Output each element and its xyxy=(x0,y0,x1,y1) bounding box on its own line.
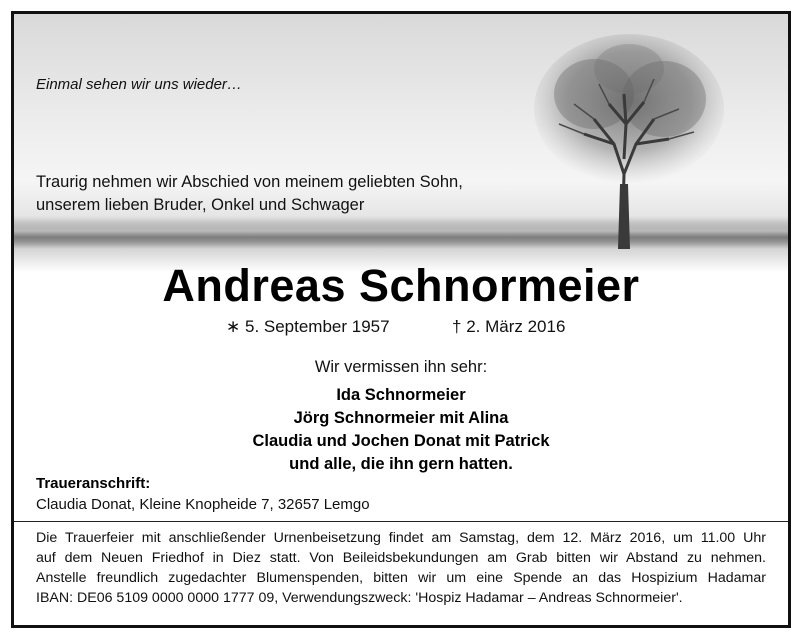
cross-icon: † xyxy=(452,317,462,336)
tree-image xyxy=(514,24,744,254)
address-label: Traueranschrift: xyxy=(36,475,151,492)
deceased-name: Andreas Schnormeier xyxy=(162,260,640,311)
miss-text: Wir vermissen ihn sehr: xyxy=(314,358,488,376)
funeral-notice xyxy=(36,528,766,608)
intro-text xyxy=(36,171,556,217)
header-image xyxy=(14,14,788,272)
death-date-text: 2. März 2016 xyxy=(466,317,566,336)
birth-date xyxy=(226,317,390,337)
mourner-line: Jörg Schnormeier mit Alina xyxy=(293,409,509,427)
obituary-frame xyxy=(11,11,791,628)
mourner-line: Ida Schnormeier xyxy=(336,386,466,404)
birth-symbol: ∗ xyxy=(226,317,241,336)
notice-line: auf dem Neuen Friedhof in Diez statt. Von Beileidsbekundungen am Grab bitten wir Abstand zu nehmen. xyxy=(36,550,766,566)
notice-line: IBAN: DE06 5109 0000 0000 1777 09, Verwendungszweck: 'Hospiz Hadamar – Andreas Schnormeier'. xyxy=(36,590,683,606)
address-text: Claudia Donat, Kleine Knopheide 7, 32657 Lemgo xyxy=(36,496,370,513)
mourners-list xyxy=(14,384,788,476)
divider xyxy=(14,521,788,522)
motto-text: Einmal sehen wir uns wieder… xyxy=(36,76,242,93)
notice-line: Die Trauerfeier mit anschließender Urnenbeisetzung findet am Samstag, dem 12. März 2016, um 11.00 Uhr xyxy=(36,530,766,546)
intro-line-1: Traurig nehmen wir Abschied von meinem geliebten Sohn, xyxy=(36,173,463,191)
mourner-line: und alle, die ihn gern hatten. xyxy=(289,455,513,473)
mourner-line: Claudia und Jochen Donat mit Patrick xyxy=(252,432,550,450)
death-date xyxy=(452,317,565,337)
notice-line: Anstelle freundlich zugedachter Blumenspenden, bitten wir um eine Spende an das Hospizium Hadamar xyxy=(36,570,766,586)
birth-date-text: 5. September 1957 xyxy=(244,317,390,336)
intro-line-2: unserem lieben Bruder, Onkel und Schwager xyxy=(36,196,365,214)
